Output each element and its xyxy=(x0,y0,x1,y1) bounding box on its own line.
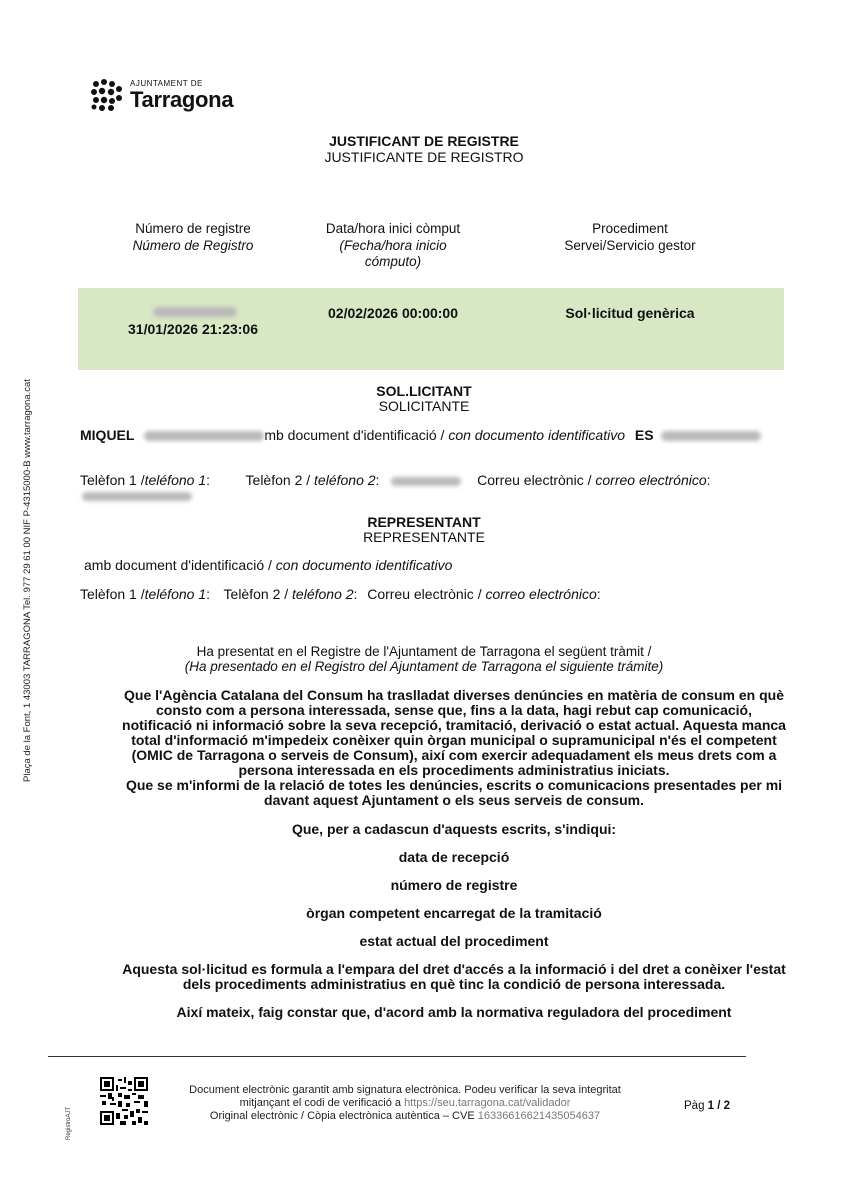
solicitant-heading xyxy=(0,384,848,414)
solicitant-name: MIQUEL xyxy=(80,427,135,443)
header-col3-es: Servei/Servicio gestor xyxy=(564,237,696,253)
header-col-procediment xyxy=(520,221,740,254)
intro-es: (Ha presentado en el Registro del Ajuntament de Tarragona el siguiente trámite) xyxy=(184,659,664,674)
qr-code-icon[interactable] xyxy=(100,1077,148,1125)
tarragona-emblem-icon xyxy=(90,78,124,112)
body-paragraph-4: Aquesta sol·licitud es formula a l'empara del dret d'accés a la informació i del dret a conèixer l'estat dels procediments administratius en què tinc la condició de persona interessada. xyxy=(122,961,786,992)
cve-code: 16336616621435054637 xyxy=(477,1110,601,1122)
redacted-registry-number xyxy=(153,307,237,317)
representant-tel1-es: teléfono 1 xyxy=(144,586,207,602)
computo-datetime: 02/02/2026 00:00:00 xyxy=(328,305,458,321)
sidebar-address: Plaça de la Font, 1 43003 TARRAGONA Tel. 977 29 61 00 NIF P-4315000-B www.tarragona.cat xyxy=(22,379,33,782)
redacted-doc-number xyxy=(661,431,761,441)
registry-datetime: 31/01/2026 21:23:06 xyxy=(128,321,258,337)
solicitant-doc-country: ES xyxy=(634,427,654,443)
footer-line3 xyxy=(160,1110,650,1123)
ajuntament-logo xyxy=(90,75,250,115)
title-es: JUSTIFICANTE DE REGISTRO xyxy=(324,149,524,165)
header-col1-es: Número de Registro xyxy=(132,237,254,253)
body-paragraph-5: Així mateix, faig constar que, d'acord amb la normativa reguladora del procediment xyxy=(176,1004,732,1020)
validator-link[interactable]: https://seu.tarragona.cat/validador xyxy=(404,1097,571,1109)
solicitant-contact-line: Telèfon 1 /teléfono 1: Telèfon 2 / teléfono 2: Correu electrònic / correo electrónico: xyxy=(80,472,711,488)
logo-line2: Tarragona xyxy=(130,87,234,112)
page-label: Pàg xyxy=(684,1100,708,1112)
redacted-email xyxy=(82,492,192,501)
footer-divider xyxy=(48,1056,746,1057)
solicitant-heading-ca: SOL.LICITANT xyxy=(376,383,472,399)
representant-email-es: correo electrónico xyxy=(485,586,597,602)
header-col-registre xyxy=(100,221,286,254)
redacted-phone2 xyxy=(391,477,461,486)
page-total: 2 xyxy=(723,1100,731,1112)
solicitant-tel1-ca: Telèfon 1 / xyxy=(80,472,145,488)
solicitant-doc-ca: mb document d'identificació / xyxy=(264,427,449,443)
body-item-4: estat actual del procediment xyxy=(359,933,549,949)
header-col2-es-1: (Fecha/hora inicio xyxy=(339,237,447,253)
footer-line3-start: Original electrònic / Còpia electrònica autèntica – CVE xyxy=(209,1110,478,1122)
header-col2-ca: Data/hora inici còmput xyxy=(325,221,461,236)
header-col-computo xyxy=(300,221,486,271)
representant-contact-line: Telèfon 1 /teléfono 1: Telèfon 2 / teléfono 2: Correu electrònic / correo electrónico: xyxy=(80,586,601,602)
representant-tel1-ca: Telèfon 1 / xyxy=(80,586,145,602)
solicitant-tel1-es: teléfono 1 xyxy=(144,472,207,488)
footer-line2-start: mitjançant el codi de verificació a xyxy=(239,1097,405,1109)
solicitant-identity-line xyxy=(80,427,761,443)
body-item-3: òrgan competent encarregat de la tramitació xyxy=(306,905,602,921)
request-body xyxy=(120,688,788,1020)
solicitant-tel2-ca: Telèfon 2 / xyxy=(245,472,315,488)
body-paragraph-3: Que, per a cadascun d'aquests escrits, s'indiqui: xyxy=(291,821,617,837)
page-current: 1 xyxy=(707,1100,715,1112)
solicitant-heading-es: SOLICITANTE xyxy=(378,398,470,414)
footer-line2 xyxy=(160,1097,650,1110)
tramit-intro xyxy=(0,644,848,674)
representant-tel2-ca: Telèfon 2 / xyxy=(223,586,293,602)
intro-ca: Ha presentat en el Registre de l'Ajuntament de Tarragona el següent tràmit / xyxy=(196,644,652,659)
body-paragraph-1: Que l'Agència Catalana del Consum ha traslladat diverses denúncies en matèria de consum en què consto com a persona interessada, sense que, fins a la data, hagi rebut cap comunicació, notificació ni informació sobre la seva recepció, tramitació, derivació o estat actual. Aquesta manca total d'informació m'impedeix conèixer quin òrgan municipal o supramunicipal n'és el competent (OMIC de Tarragona o serveis de Consum), així com exercir adequadament els meus drets com a persona interessada en els procediments administratius iniciats. xyxy=(122,687,786,778)
document-title xyxy=(0,133,848,165)
solicitant-email-ca: Correu electrònic / xyxy=(477,472,596,488)
title-ca: JUSTIFICANT DE REGISTRE xyxy=(329,133,519,149)
solicitant-tel2-es: teléfono 2 xyxy=(314,472,376,488)
footer-line1: Document electrònic garantit amb signatura electrònica. Podeu verificar la seva integritat xyxy=(189,1084,621,1096)
body-item-1: data de recepció xyxy=(398,849,510,865)
footer-verification-text xyxy=(160,1084,650,1123)
representant-email-ca: Correu electrònic / xyxy=(367,586,486,602)
solicitant-doc-es: con documento identificativo xyxy=(448,427,626,443)
body-paragraph-2: Que se m'informi de la relació de totes les denúncies, escrits o comunicacions presentades per mi davant aquest Ajuntament o els seus serveis de consum. xyxy=(125,777,783,808)
representant-doc-ca: amb document d'identificació / xyxy=(84,557,276,573)
logo-line1: AJUNTAMENT DE xyxy=(130,79,203,88)
representant-heading-ca: REPRESENTANT xyxy=(367,514,481,530)
representant-doc-es: con documento identificativo xyxy=(275,557,453,573)
representant-tel2-es: teléfono 2 xyxy=(292,586,354,602)
header-col2-es-2: cómputo) xyxy=(364,254,422,269)
page-separator: / xyxy=(714,1100,724,1112)
registro-tag: RegistroAJT xyxy=(66,1106,72,1140)
body-item-2: número de registre xyxy=(390,877,518,893)
representant-heading xyxy=(0,515,848,545)
redacted-surname xyxy=(144,431,264,441)
representant-doc-line xyxy=(84,557,452,573)
representant-heading-es: REPRESENTANTE xyxy=(363,529,485,545)
header-col3-ca: Procediment xyxy=(592,221,668,236)
header-col1-ca: Número de registre xyxy=(135,221,251,236)
solicitant-email-es: correo electrónico xyxy=(595,472,707,488)
procediment-value: Sol·licitud genèrica xyxy=(565,305,695,321)
page-number xyxy=(684,1100,730,1112)
